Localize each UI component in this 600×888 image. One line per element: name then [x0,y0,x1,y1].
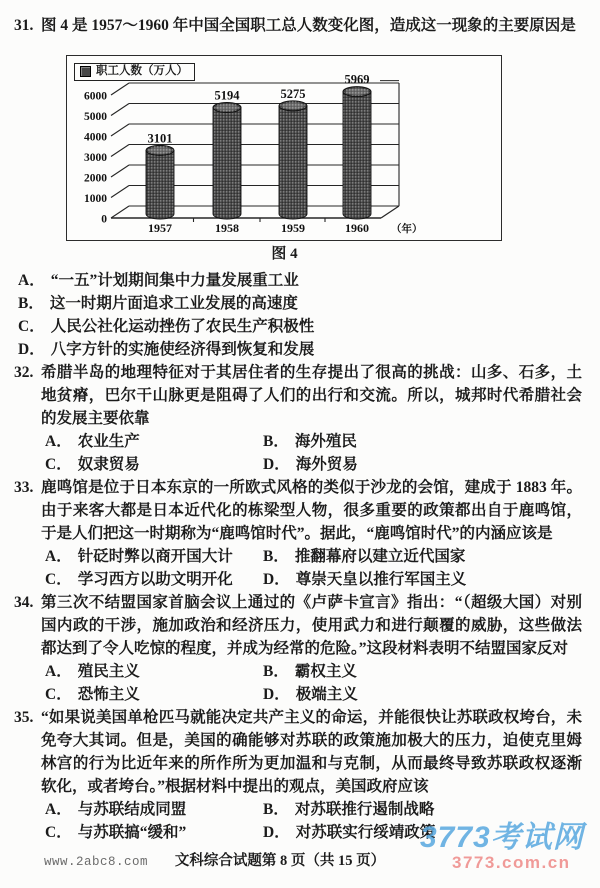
workers-bar-chart [67,56,501,240]
option-35-D: D． 对苏联实行绥靖政策 [263,824,436,841]
option-35-A: A． 与苏联结成同盟 [45,801,187,818]
question-34 [14,591,582,706]
svg-text:4000: 4000 [84,131,107,144]
question-33 [14,476,582,591]
question-34-options-row2 [41,683,582,706]
question-31-number: 31. [14,17,34,34]
exam-content [14,14,582,844]
option-34-C: C． 恐怖主义 [45,686,140,703]
svg-text:1960: 1960 [345,221,369,235]
svg-text:5275: 5275 [280,86,306,101]
footer-page-indicator: 文科综合试题第 8 页（共 15 页） [174,853,386,869]
option-31-B: B． 这一时期片面追求工业发展的高速度 [18,295,298,312]
option-32-D: D． 海外贸易 [263,456,358,473]
svg-text:3101: 3101 [147,131,173,146]
svg-text:1000: 1000 [84,193,107,205]
option-34-D: D． 极端主义 [263,686,358,703]
question-32 [14,361,582,476]
question-32-number: 32. [14,364,34,381]
svg-text:1959: 1959 [281,221,305,235]
watermark-site-domain: 3773.com.cn [452,853,571,872]
question-35-options-row1 [41,798,582,821]
option-33-D: D． 尊崇天皇以推行军国主义 [263,571,467,588]
option-31-A: A． “一五”计划期间集中力量发展重工业 [18,272,299,289]
question-31-options [14,269,582,361]
option-31-D: D． 八字方针的实施使经济得到恢复和发展 [18,341,315,358]
question-33-number: 33. [14,479,34,496]
option-35-B: B． 对苏联推行遏制战略 [263,801,435,818]
option-33-A: A． 针砭时弊以商开国大计 [45,548,233,565]
figure-caption: 图 4 [271,246,298,262]
question-35-stem: “如果说美国单枪匹马就能决定共产主义的命运，并能很快让苏联政权垮台，未免夸大其词。但是，美国的确能够对苏联的政策施加极大的压力，迫使克里姆林宫的行为比近年来的所作所为更加温和与克制，从而最终导致苏联政权逐渐软化，或者垮台。”根据材料中提出的观点，美国政府应该 [41,709,582,795]
question-33-stem: 鹿鸣馆是位于日本东京的一所欧式风格的类似于沙龙的会馆，建成于 1883 年。由于来客大都是日本近代化的栋梁型人物，很多重要的政策都出自于鹿鸣馆，于是人们把这一时期称为“鹿鸣馆时代”。据此，“鹿鸣馆时代”的内涵应该是 [41,479,582,542]
svg-text:6000: 6000 [84,90,107,103]
svg-text:5969: 5969 [344,72,370,87]
chart-legend [74,63,195,81]
svg-text:（年）: （年） [391,224,423,235]
question-34-number: 34. [14,594,34,611]
option-33-C: C． 学习西方以助文明开化 [45,571,233,588]
svg-text:0: 0 [101,213,107,226]
question-34-options-row1 [41,660,582,683]
question-33-options-row2 [41,568,582,591]
option-32-B: B． 海外殖民 [263,433,357,450]
option-34-A: A． 殖民主义 [45,663,140,680]
svg-text:5194: 5194 [214,88,240,103]
svg-text:3000: 3000 [84,152,107,164]
option-35-C: C． 与苏联搞“缓和” [45,824,187,841]
footer-site-url: www.2abc8.com [44,855,149,869]
svg-text:5000: 5000 [84,111,107,123]
svg-text:1957: 1957 [148,221,172,235]
question-31-stem: 图 4 是 1957～1960 年中国全国职工总人数变化图，造成这一现象的主要原因是 [41,17,576,34]
option-32-C: C． 奴隶贸易 [45,456,140,473]
chart-frame [66,55,502,241]
question-35-number: 35. [14,709,34,726]
svg-text:1958: 1958 [215,221,239,235]
option-32-A: A． 农业生产 [45,433,140,450]
svg-text:2000: 2000 [84,172,107,185]
question-32-options-row2 [41,453,582,476]
figure4-chart-box [66,55,503,241]
question-31 [14,14,582,37]
question-33-options-row1 [41,545,582,568]
question-34-stem: 第三次不结盟国家首脑会议上通过的《卢萨卡宣言》指出：“（超级大国）对别国内政的干涉，施加政治和经济压力，使用武力和进行颠覆的威胁，这些做法都达到了令人吃惊的程度，并成为经常的危险。”这段材料表明不结盟国家反对 [41,594,582,657]
question-32-stem: 希腊半岛的地理特征对于其居住者的生存提出了很高的挑战：山多、石多，土地贫瘠，巴尔干山脉更是阻碍了人们的出行和交流。所以，城邦时代希腊社会的发展主要依靠 [41,364,582,427]
legend-label: 职工人数（万人） [96,65,188,77]
watermark-site-name: 3773考试网 [420,821,584,854]
option-34-B: B． 霸权主义 [263,663,357,680]
option-33-B: B． 推翻幕府以建立近代国家 [263,548,466,565]
question-32-options-row1 [41,430,582,453]
option-31-C: C． 人民公社化运动挫伤了农民生产积极性 [18,318,315,335]
legend-swatch-icon [80,66,91,77]
